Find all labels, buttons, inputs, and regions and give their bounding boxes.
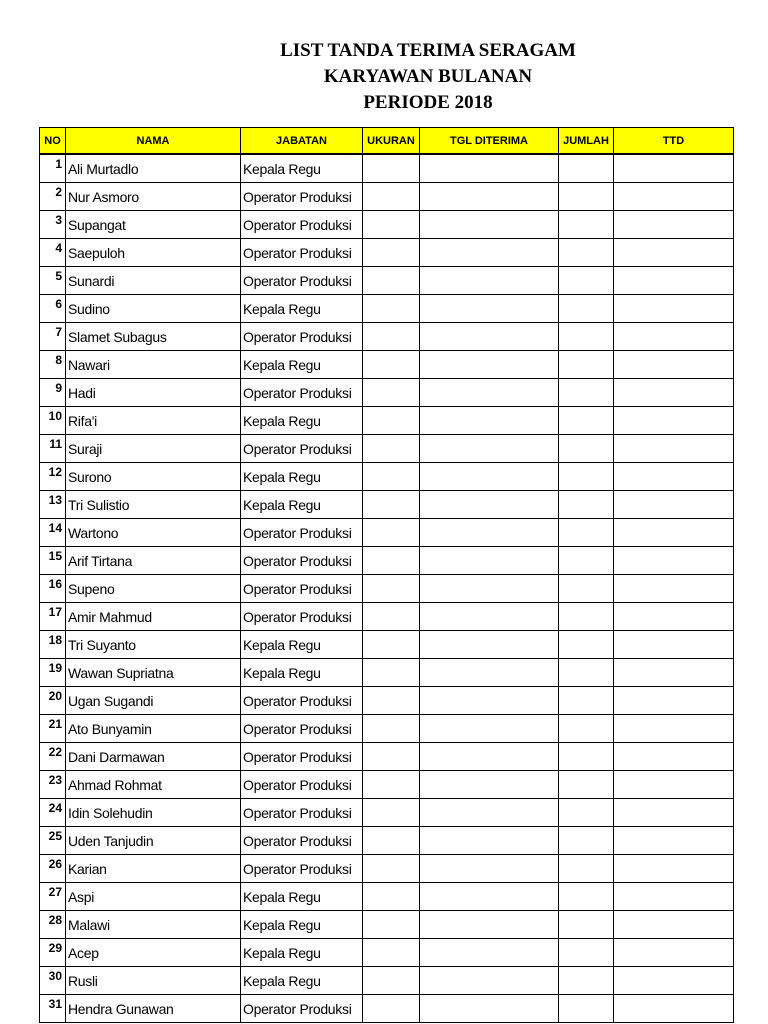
row-ukuran-cell [363, 799, 420, 827]
row-ttd-cell [614, 827, 734, 855]
row-jabatan: Operator Produksi [241, 239, 363, 267]
row-tgl-diterima-cell [420, 967, 559, 995]
row-jabatan: Operator Produksi [241, 715, 363, 743]
row-nama: Amir Mahmud [66, 603, 241, 631]
row-tgl-diterima-cell [420, 603, 559, 631]
uniform-receipt-table [39, 127, 734, 1023]
table-row [40, 407, 734, 435]
row-ukuran-cell [363, 967, 420, 995]
row-ukuran-cell [363, 911, 420, 939]
row-jabatan: Kepala Regu [241, 154, 363, 183]
row-number: 10 [40, 407, 66, 435]
header-ttd: TTD [614, 128, 734, 155]
table-row [40, 379, 734, 407]
row-ukuran-cell [363, 379, 420, 407]
row-ukuran-cell [363, 603, 420, 631]
row-number: 25 [40, 827, 66, 855]
row-tgl-diterima-cell [420, 631, 559, 659]
row-jumlah-cell [559, 211, 614, 239]
row-number: 22 [40, 743, 66, 771]
row-jumlah-cell [559, 799, 614, 827]
row-ttd-cell [614, 883, 734, 911]
row-number: 19 [40, 659, 66, 687]
row-jumlah-cell [559, 855, 614, 883]
row-number: 7 [40, 323, 66, 351]
row-number: 13 [40, 491, 66, 519]
row-tgl-diterima-cell [420, 211, 559, 239]
row-nama: Aspi [66, 883, 241, 911]
row-nama: Supeno [66, 575, 241, 603]
title-line-3: PERIODE 2018 [363, 92, 493, 113]
row-jumlah-cell [559, 379, 614, 407]
table-row [40, 827, 734, 855]
row-jumlah-cell [559, 491, 614, 519]
row-jabatan: Operator Produksi [241, 799, 363, 827]
row-tgl-diterima-cell [420, 154, 559, 183]
row-ttd-cell [614, 799, 734, 827]
row-nama: Malawi [66, 911, 241, 939]
row-nama: Sunardi [66, 267, 241, 295]
row-tgl-diterima-cell [420, 379, 559, 407]
row-tgl-diterima-cell [420, 799, 559, 827]
row-number: 16 [40, 575, 66, 603]
row-jumlah-cell [559, 939, 614, 967]
row-ukuran-cell [363, 211, 420, 239]
row-jumlah-cell [559, 771, 614, 799]
row-ttd-cell [614, 659, 734, 687]
row-tgl-diterima-cell [420, 883, 559, 911]
row-nama: Idin Solehudin [66, 799, 241, 827]
row-ukuran-cell [363, 827, 420, 855]
row-ukuran-cell [363, 883, 420, 911]
row-ukuran-cell [363, 295, 420, 323]
table-row [40, 995, 734, 1023]
table-row [40, 743, 734, 771]
table-row [40, 855, 734, 883]
row-jumlah-cell [559, 519, 614, 547]
row-ukuran-cell [363, 855, 420, 883]
table-row [40, 519, 734, 547]
row-tgl-diterima-cell [420, 295, 559, 323]
table-row [40, 435, 734, 463]
table-row [40, 939, 734, 967]
row-ukuran-cell [363, 183, 420, 211]
row-jabatan: Operator Produksi [241, 183, 363, 211]
row-ttd-cell [614, 323, 734, 351]
row-tgl-diterima-cell [420, 771, 559, 799]
row-jumlah-cell [559, 323, 614, 351]
row-number: 31 [40, 995, 66, 1023]
table-row [40, 659, 734, 687]
row-nama: Uden Tanjudin [66, 827, 241, 855]
table-row [40, 631, 734, 659]
row-ukuran-cell [363, 743, 420, 771]
row-jabatan: Kepala Regu [241, 911, 363, 939]
row-ttd-cell [614, 407, 734, 435]
row-ttd-cell [614, 239, 734, 267]
row-ukuran-cell [363, 631, 420, 659]
row-ttd-cell [614, 687, 734, 715]
row-jabatan: Kepala Regu [241, 295, 363, 323]
row-jumlah-cell [559, 827, 614, 855]
row-number: 6 [40, 295, 66, 323]
table-row [40, 323, 734, 351]
row-ttd-cell [614, 631, 734, 659]
row-ukuran-cell [363, 239, 420, 267]
row-nama: Nur Asmoro [66, 183, 241, 211]
row-tgl-diterima-cell [420, 463, 559, 491]
row-nama: Rusli [66, 967, 241, 995]
row-ttd-cell [614, 154, 734, 183]
header-ukuran: UKURAN [363, 128, 420, 155]
table-row [40, 911, 734, 939]
row-ttd-cell [614, 295, 734, 323]
row-ttd-cell [614, 547, 734, 575]
document-title [0, 38, 768, 116]
row-ukuran-cell [363, 715, 420, 743]
table-row [40, 715, 734, 743]
row-jabatan: Operator Produksi [241, 379, 363, 407]
row-nama: Surono [66, 463, 241, 491]
row-nama: Supangat [66, 211, 241, 239]
row-number: 11 [40, 435, 66, 463]
row-nama: Suraji [66, 435, 241, 463]
row-jumlah-cell [559, 575, 614, 603]
header-jabatan: JABATAN [241, 128, 363, 155]
row-number: 18 [40, 631, 66, 659]
row-jabatan: Operator Produksi [241, 519, 363, 547]
row-tgl-diterima-cell [420, 715, 559, 743]
row-tgl-diterima-cell [420, 239, 559, 267]
table-row [40, 491, 734, 519]
row-jabatan: Kepala Regu [241, 351, 363, 379]
row-ttd-cell [614, 715, 734, 743]
table-row [40, 967, 734, 995]
row-ukuran-cell [363, 939, 420, 967]
table-row [40, 799, 734, 827]
row-nama: Nawari [66, 351, 241, 379]
row-jabatan: Operator Produksi [241, 211, 363, 239]
table-row [40, 603, 734, 631]
row-ttd-cell [614, 519, 734, 547]
table-row [40, 547, 734, 575]
row-ttd-cell [614, 463, 734, 491]
row-tgl-diterima-cell [420, 519, 559, 547]
row-number: 12 [40, 463, 66, 491]
table-row [40, 295, 734, 323]
row-jumlah-cell [559, 351, 614, 379]
row-tgl-diterima-cell [420, 407, 559, 435]
row-nama: Ugan Sugandi [66, 687, 241, 715]
row-jabatan: Kepala Regu [241, 491, 363, 519]
row-ukuran-cell [363, 519, 420, 547]
row-jabatan: Kepala Regu [241, 407, 363, 435]
row-nama: Ali Murtadlo [66, 154, 241, 183]
table-row [40, 211, 734, 239]
row-tgl-diterima-cell [420, 743, 559, 771]
row-jumlah-cell [559, 603, 614, 631]
row-jabatan: Operator Produksi [241, 743, 363, 771]
row-jumlah-cell [559, 463, 614, 491]
row-tgl-diterima-cell [420, 435, 559, 463]
row-jabatan: Kepala Regu [241, 883, 363, 911]
row-tgl-diterima-cell [420, 995, 559, 1023]
header-tgl-diterima: TGL DITERIMA [420, 128, 559, 155]
row-nama: Wawan Supriatna [66, 659, 241, 687]
row-jabatan: Kepala Regu [241, 659, 363, 687]
title-line-1: LIST TANDA TERIMA SERAGAM [280, 40, 576, 61]
row-number: 4 [40, 239, 66, 267]
row-nama: Saepuloh [66, 239, 241, 267]
row-nama: Ato Bunyamin [66, 715, 241, 743]
table-row [40, 771, 734, 799]
row-number: 2 [40, 183, 66, 211]
row-jumlah-cell [559, 154, 614, 183]
row-ttd-cell [614, 183, 734, 211]
row-ttd-cell [614, 995, 734, 1023]
row-ukuran-cell [363, 547, 420, 575]
row-jabatan: Kepala Regu [241, 463, 363, 491]
row-jabatan: Operator Produksi [241, 267, 363, 295]
row-jabatan: Operator Produksi [241, 827, 363, 855]
row-ukuran-cell [363, 491, 420, 519]
table-header-row [40, 128, 734, 155]
row-number: 3 [40, 211, 66, 239]
row-number: 29 [40, 939, 66, 967]
row-nama: Karian [66, 855, 241, 883]
row-ttd-cell [614, 855, 734, 883]
row-ttd-cell [614, 575, 734, 603]
row-ttd-cell [614, 351, 734, 379]
row-nama: Rifa'i [66, 407, 241, 435]
row-jabatan: Kepala Regu [241, 631, 363, 659]
row-ttd-cell [614, 267, 734, 295]
row-jabatan: Kepala Regu [241, 939, 363, 967]
row-ukuran-cell [363, 407, 420, 435]
row-ttd-cell [614, 491, 734, 519]
row-jumlah-cell [559, 883, 614, 911]
row-tgl-diterima-cell [420, 183, 559, 211]
row-number: 30 [40, 967, 66, 995]
row-number: 20 [40, 687, 66, 715]
row-nama: Hendra Gunawan [66, 995, 241, 1023]
table-row [40, 154, 734, 183]
row-ttd-cell [614, 939, 734, 967]
row-ukuran-cell [363, 771, 420, 799]
row-jabatan: Operator Produksi [241, 603, 363, 631]
row-jabatan: Operator Produksi [241, 435, 363, 463]
row-ttd-cell [614, 211, 734, 239]
row-number: 9 [40, 379, 66, 407]
row-ttd-cell [614, 603, 734, 631]
row-nama: Sudino [66, 295, 241, 323]
row-tgl-diterima-cell [420, 855, 559, 883]
table-row [40, 575, 734, 603]
row-tgl-diterima-cell [420, 911, 559, 939]
row-number: 1 [40, 154, 66, 183]
row-ttd-cell [614, 967, 734, 995]
row-jumlah-cell [559, 995, 614, 1023]
row-nama: Ahmad Rohmat [66, 771, 241, 799]
row-jabatan: Operator Produksi [241, 323, 363, 351]
row-jumlah-cell [559, 631, 614, 659]
row-jumlah-cell [559, 435, 614, 463]
row-tgl-diterima-cell [420, 267, 559, 295]
row-tgl-diterima-cell [420, 659, 559, 687]
row-nama: Arif Tirtana [66, 547, 241, 575]
row-jumlah-cell [559, 659, 614, 687]
row-jabatan: Operator Produksi [241, 547, 363, 575]
row-ttd-cell [614, 379, 734, 407]
table-row [40, 463, 734, 491]
row-nama: Tri Suyanto [66, 631, 241, 659]
row-nama: Slamet Subagus [66, 323, 241, 351]
row-jabatan: Operator Produksi [241, 995, 363, 1023]
row-jumlah-cell [559, 295, 614, 323]
row-ttd-cell [614, 743, 734, 771]
row-ttd-cell [614, 435, 734, 463]
row-jumlah-cell [559, 267, 614, 295]
row-number: 17 [40, 603, 66, 631]
row-ukuran-cell [363, 659, 420, 687]
row-ukuran-cell [363, 575, 420, 603]
row-tgl-diterima-cell [420, 575, 559, 603]
row-number: 24 [40, 799, 66, 827]
row-jabatan: Kepala Regu [241, 967, 363, 995]
table-row [40, 267, 734, 295]
row-number: 21 [40, 715, 66, 743]
table-row [40, 351, 734, 379]
row-tgl-diterima-cell [420, 687, 559, 715]
row-ukuran-cell [363, 154, 420, 183]
row-tgl-diterima-cell [420, 939, 559, 967]
row-tgl-diterima-cell [420, 547, 559, 575]
row-jumlah-cell [559, 687, 614, 715]
row-nama: Tri Sulistio [66, 491, 241, 519]
row-jabatan: Operator Produksi [241, 855, 363, 883]
row-jumlah-cell [559, 911, 614, 939]
row-number: 26 [40, 855, 66, 883]
row-jumlah-cell [559, 715, 614, 743]
row-number: 8 [40, 351, 66, 379]
row-number: 28 [40, 911, 66, 939]
row-jumlah-cell [559, 547, 614, 575]
row-ukuran-cell [363, 323, 420, 351]
row-jabatan: Operator Produksi [241, 687, 363, 715]
row-jabatan: Operator Produksi [241, 771, 363, 799]
row-number: 14 [40, 519, 66, 547]
table-row [40, 883, 734, 911]
row-tgl-diterima-cell [420, 491, 559, 519]
row-number: 27 [40, 883, 66, 911]
title-line-2: KARYAWAN BULANAN [323, 66, 533, 87]
row-jumlah-cell [559, 967, 614, 995]
row-nama: Dani Darmawan [66, 743, 241, 771]
table-row [40, 183, 734, 211]
row-nama: Wartono [66, 519, 241, 547]
row-jabatan: Operator Produksi [241, 575, 363, 603]
row-jumlah-cell [559, 183, 614, 211]
row-tgl-diterima-cell [420, 351, 559, 379]
row-number: 5 [40, 267, 66, 295]
header-no: NO [40, 128, 66, 155]
header-nama: NAMA [66, 128, 241, 155]
row-nama: Hadi [66, 379, 241, 407]
row-ukuran-cell [363, 995, 420, 1023]
row-ttd-cell [614, 911, 734, 939]
row-ukuran-cell [363, 463, 420, 491]
row-number: 15 [40, 547, 66, 575]
row-ukuran-cell [363, 267, 420, 295]
row-ukuran-cell [363, 351, 420, 379]
row-nama: Acep [66, 939, 241, 967]
row-tgl-diterima-cell [420, 827, 559, 855]
row-jumlah-cell [559, 407, 614, 435]
table-row [40, 239, 734, 267]
row-jumlah-cell [559, 743, 614, 771]
table-row [40, 687, 734, 715]
row-tgl-diterima-cell [420, 323, 559, 351]
row-number: 23 [40, 771, 66, 799]
row-ttd-cell [614, 771, 734, 799]
header-jumlah: JUMLAH [559, 128, 614, 155]
row-jumlah-cell [559, 239, 614, 267]
row-ukuran-cell [363, 687, 420, 715]
row-ukuran-cell [363, 435, 420, 463]
